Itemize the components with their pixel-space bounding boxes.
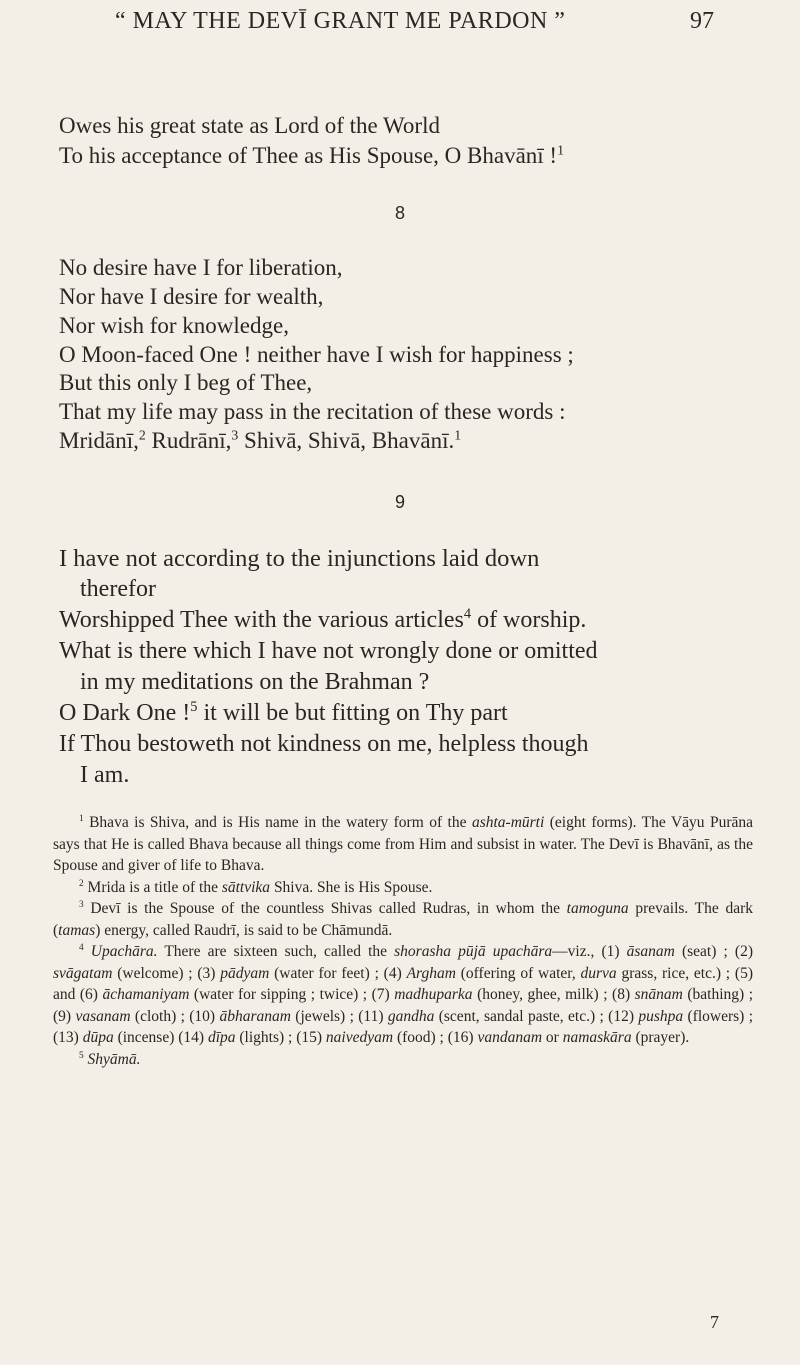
- italic-term: āchamaniyam: [102, 986, 190, 1003]
- italic-term: āsanam: [626, 943, 675, 960]
- footnote-text: (incense) (14): [113, 1029, 208, 1046]
- footnote-text: (prayer).: [631, 1029, 690, 1046]
- footnote-text: (water for sipping ; twice) ; (7): [189, 986, 395, 1003]
- footnote-ref: 1: [557, 142, 564, 158]
- running-head: “ MAY THE DEVĪ GRANT ME PARDON ”: [115, 8, 566, 34]
- verse-line: Owes his great state as Lord of the World: [59, 113, 440, 138]
- verse-line: No desire have I for liberation,: [59, 255, 343, 280]
- footnote-text: (lights) ; (15): [235, 1029, 326, 1046]
- italic-term: Upachāra.: [90, 943, 158, 960]
- verse-line: Nor have I desire for wealth,: [59, 284, 324, 309]
- stanza-number: 9: [395, 492, 406, 512]
- footnote-1: $^1$ Bhava is Shiva, and is His name in the watery form of the ashta-mūrti (eight forms). The Vāyu Purāna says that He is called Bhava because all things come from Him and subsist in water. The Devī is Bhavānī, as the Spouse and giver of life to Bhava.: [53, 813, 753, 874]
- stanza-number: 8: [395, 203, 406, 223]
- footnote-text: (offering of water,: [455, 964, 581, 982]
- italic-term: ābharanam: [219, 1007, 291, 1025]
- signature-mark: 7: [710, 1312, 719, 1332]
- italic-term: naivedyam: [325, 1029, 394, 1046]
- footnote-text: or: [542, 1029, 563, 1046]
- verse-line: O Dark One !$^5$ it will be but fitting on Thy part: [59, 699, 508, 726]
- footnote-3: $^3$ Devī is the Spouse of the countless Shivas called Rudras, in whom the tamoguna prevails. The dark (tamas) energy, called Raudrī, is said to be Chāmundā.: [53, 899, 753, 939]
- italic-term: durva: [580, 964, 617, 982]
- verse-line: What is there which I have not wrongly done or omitted: [59, 638, 598, 664]
- italic-term: namaskāra: [562, 1029, 632, 1046]
- italic-term: dūpa: [82, 1029, 114, 1046]
- italic-term: dīpa: [207, 1029, 236, 1046]
- verse-line: Nor wish for knowledge,: [59, 313, 289, 338]
- verse-line: in my meditations on the Brahman ?: [80, 669, 430, 695]
- footnotes: [53, 812, 753, 1070]
- footnote-text: (bathing) ; (9): [53, 986, 753, 1025]
- verse-line: Mridānī,$^2$ Rudrānī,$^3$ Shivā, Shivā, Bhavānī.$^1$: [59, 427, 462, 453]
- verse-line: But this only I beg of Thee,: [59, 370, 313, 395]
- italic-term: gandha: [387, 1007, 435, 1025]
- verse-line: Worshipped Thee with the various articles$^4$ of worship.: [59, 606, 587, 633]
- verse-line: If Thou bestoweth not kindness on me, helpless though: [59, 731, 589, 757]
- italic-term: pushpa: [638, 1007, 684, 1025]
- footnote-text: (scent, sandal paste, etc.) ; (12): [434, 1007, 639, 1025]
- verse-line: To his acceptance of Thee as His Spouse, O Bhavānī !$^1$: [59, 142, 564, 168]
- italic-term: vandanam: [477, 1029, 543, 1046]
- footnote-2: $^2$ Mrida is a title of the sāttvika Shiva. She is His Spouse.: [79, 878, 433, 896]
- footnote-text: grass, rice, etc.) ; (5) and (6): [53, 964, 753, 1003]
- footnote-text: (welcome) ; (3): [112, 964, 221, 982]
- verse-line: therefor: [80, 576, 156, 602]
- footnote-text: —viz., (1): [552, 943, 627, 960]
- verse-line: O Moon-faced One ! neither have I wish for happiness ;: [59, 342, 574, 367]
- footnote-text: (water for feet) ; (4): [269, 964, 407, 982]
- footnote-text: (seat) ; (2): [674, 943, 753, 960]
- italic-term: Argham: [406, 964, 456, 982]
- footnote-text: There are sixteen such, called the: [157, 943, 395, 960]
- italic-term: snānam: [634, 986, 683, 1003]
- italic-term: pādyam: [220, 964, 270, 982]
- footnote-text: (flowers) ; (13): [53, 1007, 753, 1046]
- page-number: 97: [690, 8, 714, 34]
- footnote-text: (food) ; (16): [393, 1029, 478, 1046]
- italic-term: svāgatam: [53, 964, 113, 982]
- italic-term: shorasha pūjā upachāra: [394, 943, 553, 960]
- italic-term: madhuparka: [394, 986, 473, 1003]
- footnote-text: (honey, ghee, milk) ; (8): [472, 986, 635, 1003]
- verse-line: I am.: [80, 762, 130, 788]
- footnote-text: (jewels) ; (11): [290, 1007, 388, 1025]
- verse-line: I have not according to the injunctions laid down: [59, 545, 540, 572]
- italic-term: vasanam: [75, 1007, 131, 1025]
- footnote-text: (cloth) ; (10): [130, 1007, 220, 1025]
- footnote-4: $^4$ Upachāra. There are sixteen such, called the shorasha pūjā upachāra—viz., (1) āsanam (seat) ; (2) svāgatam (welcome) ; (3) pādyam (water for feet) ; (4) Argham (offering of water, durva grass, rice, etc.) ; (5) and (6) āchamaniyam (water for sipping ; twice) ; (7) madhuparka (honey, ghee, milk) ; (8) snānam (bathing) ; (9) vasanam (cloth) ; (10) ābharanam (jewels) ; (11) gandha (scent, sandal paste, etc.) ; (12) pushpa (flowers) ; (13) dūpa (incense) (14) dīpa (lights) ; (15) naivedyam (food) ; (16) vandanam or namaskāra (prayer).: [53, 942, 753, 1046]
- verse-line: That my life may pass in the recitation of these words :: [59, 399, 566, 424]
- footnote-5: $^5$ Shyāmā.: [79, 1050, 141, 1068]
